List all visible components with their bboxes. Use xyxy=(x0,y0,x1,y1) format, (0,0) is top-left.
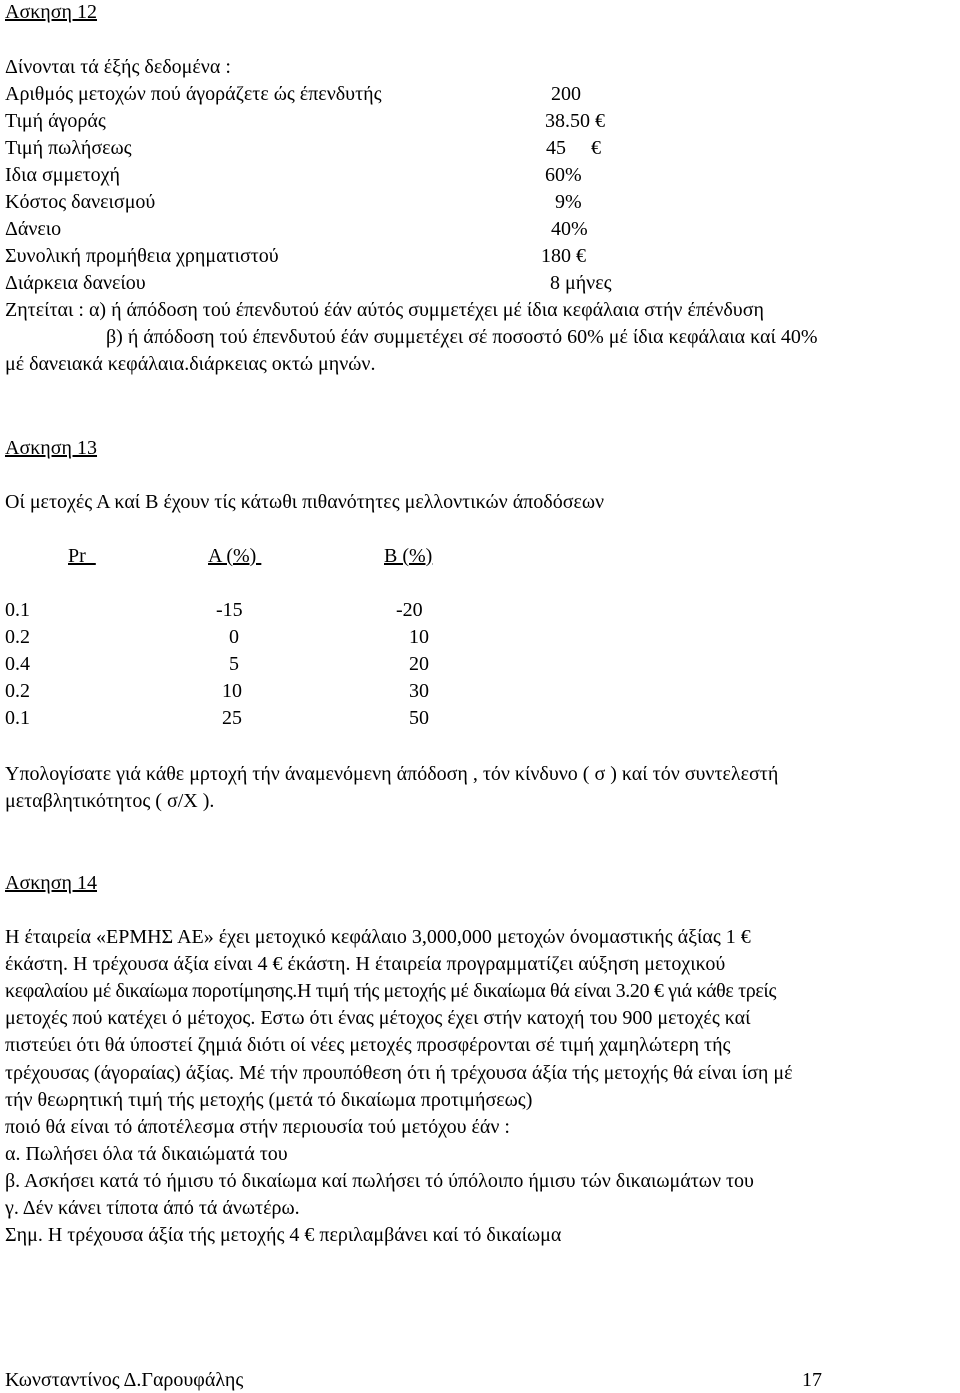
footer-page-number: 17 xyxy=(802,1369,822,1391)
exercise-14-line: ποιό θά είναι τό άποτέλεσμα στήν περιουσία τού μετόχου έάν : xyxy=(5,1116,510,1138)
exercise-12-question-a: Ζητείται : α) ή άπόδοση τού έπενδυτού έάν αύτός συμμετέχει μέ ίδια κεφάλαια στήν έπένδυση xyxy=(5,299,764,321)
exercise-14-option-b: β. Ασκήσει κατά τό ήμισυ τό δικαίωμα καί πωλήσει τό ύπόλοιπο ήμισυ τών δικαιωμάτων του xyxy=(5,1170,754,1192)
ex12-row-label: Διάρκεια δανείου xyxy=(5,272,146,294)
exercise-12-question-b: β) ή άπόδοση τού έπενδυτού έάν συμμετέχει σέ ποσοστό 60% μέ ίδια κεφάλαια καί 40% xyxy=(106,326,818,348)
exercise-14-line: κεφαλαίου μέ δικαίωμα ποροτίμησης.Η τιμή τής μετοχής μέ δικαίωμα θά είναι 3.20 € γιά κάθε τρείς xyxy=(5,980,777,1002)
table-cell-pr: 0.2 xyxy=(5,626,30,648)
exercise-14-line: πιστεύει ότι θά ύποστεί ζημιά διότι οί νέες μετοχές προσφέρονται σέ τιμή χαμηλώτερη τής xyxy=(5,1034,731,1056)
ex12-row-label: Ιδια σμμετοχή xyxy=(5,164,120,186)
table-cell-b: 20 xyxy=(409,653,429,675)
table-cell-b: 30 xyxy=(409,680,429,702)
table-header-pr: Pr xyxy=(68,545,96,567)
exercise-14-line: τρέχουσας (άγοραίας) άξίας. Μέ τήν προυπόθεση ότι ή τρέχουσα άξία τής μετοχής θά είναι ίση μέ xyxy=(5,1062,793,1084)
exercise-14-line: έκάστη. Η τρέχουσα άξία είναι 4 € έκάστη. Η έταιρεία προγραμματίζει αύξηση μετοχικού xyxy=(5,953,726,975)
table-header-a: Α (%) xyxy=(208,545,262,567)
table-cell-a: 10 xyxy=(222,680,242,702)
ex12-row-label: Τιμή πωλήσεως xyxy=(5,137,132,159)
table-cell-b: 50 xyxy=(409,707,429,729)
table-header-b: Β (%) xyxy=(384,545,433,567)
exercise-14-note: Σημ. Η τρέχουσα άξία τής μετοχής 4 € περιλαμβάνει καί τό δικαίωμα xyxy=(5,1224,562,1246)
ex12-row-label: Αριθμός μετοχών πού άγοράζετε ώς έπενδυτής xyxy=(5,83,382,105)
exercise-12-title: Ασκηση 12 xyxy=(5,1,98,23)
table-cell-pr: 0.4 xyxy=(5,653,30,675)
table-cell-a: 0 xyxy=(229,626,239,648)
ex12-row-value: 38.50 € xyxy=(545,110,605,132)
table-cell-b: 10 xyxy=(409,626,429,648)
table-cell-b: -20 xyxy=(396,599,423,621)
table-cell-pr: 0.2 xyxy=(5,680,30,702)
ex12-row-value: 9% xyxy=(555,191,582,213)
ex12-row-value: 8 μήνες xyxy=(550,272,612,294)
ex12-row-label: Συνολική προμήθεια χρηματιστού xyxy=(5,245,279,267)
ex12-row-value: 180 € xyxy=(541,245,586,267)
exercise-13-title: Ασκηση 13 xyxy=(5,437,98,459)
ex12-row-label: Κόστος δανεισμού xyxy=(5,191,156,213)
ex12-row-value: 45 € xyxy=(546,137,601,159)
ex12-row-value: 40% xyxy=(551,218,588,240)
table-cell-a: -15 xyxy=(216,599,243,621)
table-cell-a: 25 xyxy=(222,707,242,729)
ex12-row-label: Τιμή άγοράς xyxy=(5,110,106,132)
ex12-row-value: 200 xyxy=(551,83,581,105)
exercise-14-line: τήν θεωρητική τιμή τής μετοχής (μετά τό δικαίωμα προτιμήσεως) xyxy=(5,1089,533,1111)
exercise-13-task: Υπολογίσατε γιά κάθε μρτοχή τήν άναμενόμενη άπόδοση , τόν κίνδυνο ( σ ) καί τόν συντελεστή xyxy=(5,763,779,785)
footer-author: Κωνσταντίνος Δ.Γαρουφάλης xyxy=(5,1369,244,1391)
exercise-13-task-cont: μεταβλητικότητος ( σ/Χ ). xyxy=(5,790,215,812)
exercise-14-option-c: γ. Δέν κάνει τίποτα άπό τά άνωτέρω. xyxy=(5,1197,300,1219)
table-cell-pr: 0.1 xyxy=(5,707,30,729)
ex12-row-value: 60% xyxy=(545,164,582,186)
exercise-14-title: Ασκηση 14 xyxy=(5,872,98,894)
exercise-14-line: μετοχές πού κατέχει ό μέτοχος. Εστω ότι ένας μέτοχος έχει στήν κατοχή του 900 μετοχές καί xyxy=(5,1007,751,1029)
table-cell-pr: 0.1 xyxy=(5,599,30,621)
ex12-row-label: Δάνειο xyxy=(5,218,62,240)
table-cell-a: 5 xyxy=(229,653,239,675)
exercise-12-question-b-cont: μέ δανειακά κεφάλαια.διάρκειας οκτώ μηνών. xyxy=(5,353,376,375)
exercise-12-intro: Δίνονται τά έξής δεδομένα : xyxy=(5,56,231,78)
exercise-14-option-a: α. Πωλήσει όλα τά δικαιώματά του xyxy=(5,1143,288,1165)
exercise-13-intro: Οί μετοχές Α καί Β έχουν τίς κάτωθι πιθανότητες μελλοντικών άποδόσεων xyxy=(5,491,605,513)
exercise-14-line: Η έταιρεία «ΕΡΜΗΣ ΑΕ» έχει μετοχικό κεφάλαιο 3,000,000 μετοχών όνομαστικής άξίας 1 € xyxy=(5,926,751,948)
